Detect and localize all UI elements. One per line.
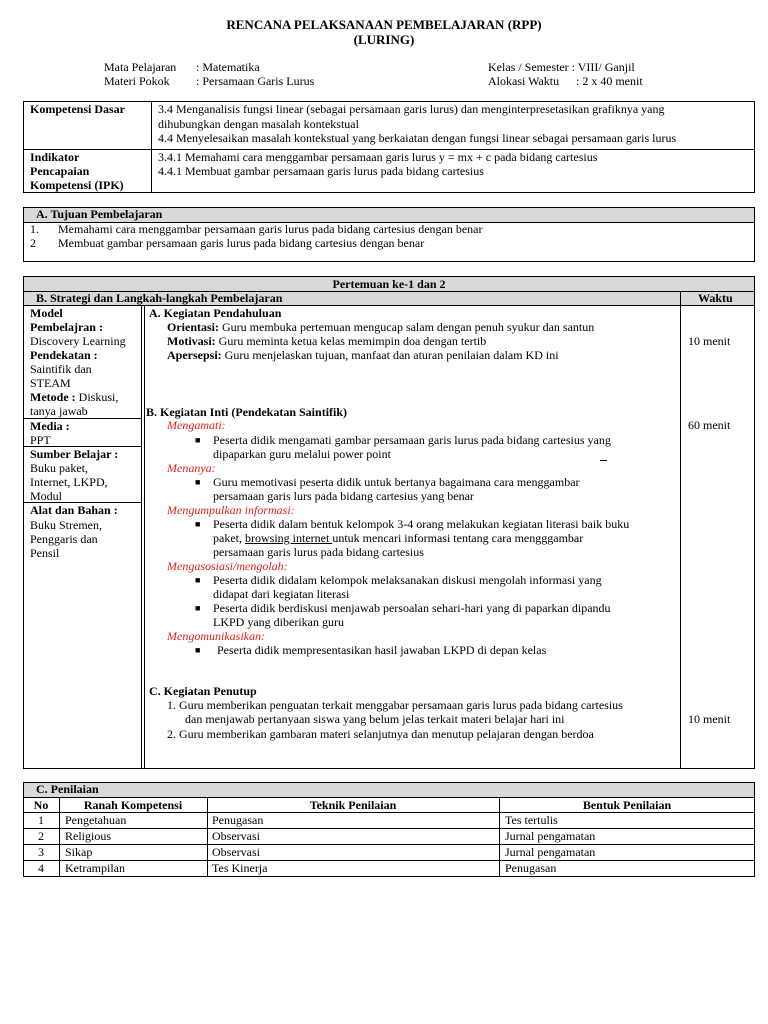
mata-pelajaran-label: Mata Pelajaran <box>104 60 177 74</box>
document-subtitle: (LURING) <box>353 32 415 47</box>
menanya-label: Menanya: <box>167 461 216 475</box>
table-row-3-no: 3 <box>38 845 44 859</box>
waktu-header: Waktu <box>698 291 733 305</box>
kd-line-2: dihubungkan dengan masalah kontekstual <box>158 117 359 131</box>
metode-label: Metode : <box>30 390 76 404</box>
pendekatan-label: Pendekatan : <box>30 348 98 362</box>
table-row-1-no: 1 <box>38 813 44 827</box>
mengamati-text-2: dipaparkan guru melalui power point <box>213 447 391 461</box>
alokasi-waktu-label: Alokasi Waktu <box>488 74 560 88</box>
penutup-text-3: 2. Guru memberikan gambaran materi selanjutnya dan menutup pelajaran dengan berdoa <box>167 727 594 741</box>
mengumpulkan-text-2 <box>213 531 583 545</box>
penutup-text-2: dan menjawab pertanyaan siswa yang belum jelas terkait materi belajar hari ini <box>185 712 565 726</box>
orientasi-label: Orientasi: <box>167 320 219 334</box>
penutup-text-1: 1. Guru memberikan penguatan terkait menggabar persamaan garis lurus pada bidang cartesius <box>167 698 623 712</box>
table-row-1-teknik: Penugasan <box>212 813 264 827</box>
model-label: Model <box>30 306 63 320</box>
pendekatan-value-1: Saintifik dan <box>30 362 92 376</box>
alat-value-2: Penggaris dan <box>30 532 98 546</box>
inti-waktu: 60 menit <box>688 418 731 432</box>
tujuan-num-1: 1. <box>30 222 39 236</box>
table-row-2-no: 2 <box>38 829 44 843</box>
sumber-value-3: Modul <box>30 489 63 503</box>
tujuan-item-2: Membuat gambar persamaan garis lurus pada bidang cartesius dengan benar <box>58 236 425 250</box>
materi-pokok-label: Materi Pokok <box>104 74 170 88</box>
bullet-icon: ■ <box>195 603 201 613</box>
col-ranah: Ranah Kompetensi <box>83 798 183 812</box>
col-bentuk: Bentuk Penilaian <box>582 798 672 812</box>
col-teknik: Teknik Penilaian <box>309 798 397 812</box>
menanya-text-2: persamaan garis lurs pada bidang cartesius yang benar <box>213 489 474 503</box>
mengumpulkan-text-2a: paket, <box>213 531 245 545</box>
table-row-4-ranah: Ketrampilan <box>65 861 125 875</box>
metode <box>30 390 118 405</box>
orientasi-text: Guru membuka pertemuan mengucap salam dengan penuh syukur dan santun <box>219 320 595 334</box>
materi-pokok-value: : Persamaan Garis Lurus <box>196 74 315 88</box>
apersepsi-label: Apersepsi: <box>167 348 222 362</box>
table-row-4-teknik: Tes Kinerja <box>212 861 268 875</box>
mengumpulkan-text-2c: untuk mencari informasi tentang cara mengggambar <box>332 531 584 545</box>
table-row-4-bentuk: Penugasan <box>505 861 557 875</box>
motivasi <box>167 334 486 348</box>
kd-line-1: 3.4 Menganalisis fungsi linear (sebagai persamaan garis lurus) dan menginterpresetasikan grafiknya yang <box>158 102 665 116</box>
table-row-3-ranah: Sikap <box>65 845 93 859</box>
col-no: No <box>33 798 49 812</box>
metode-value-2: tanya jawab <box>30 404 88 418</box>
mengamati-label: Mengamati: <box>167 418 226 432</box>
bullet-icon: ■ <box>195 477 201 487</box>
dash-mark <box>600 460 607 461</box>
table-row-4-no: 4 <box>38 861 44 875</box>
mengasosiasi-text-2: didapat dari kegiatan literasi <box>213 587 350 601</box>
mengasosiasi-label: Mengasosiasi/mengolah: <box>167 559 288 573</box>
table-row-1-ranah: Pengetahuan <box>65 813 127 827</box>
menanya-text-1: Guru memotivasi peserta didik untuk bertanya bagaimana cara menggambar <box>213 475 580 489</box>
mengumpulkan-text-1: Peserta didik dalam bentuk kelompok 3-4 orang melakukan kegiatan literasi baik buku <box>213 517 630 531</box>
tujuan-item-1: Memahami cara menggambar persamaan garis lurus pada bidang cartesius dengan benar <box>58 222 483 236</box>
table-row-3-bentuk: Jurnal pengamatan <box>505 845 596 859</box>
ipk-label-2: Pencapaian <box>30 164 90 178</box>
media-label: Media : <box>30 419 70 433</box>
mengomunikasikan-text-1: Peserta didik mempresentasikan hasil jawaban LKPD di depan kelas <box>217 643 547 657</box>
mengomunikasikan-label: Mengomunikasikan: <box>167 629 265 643</box>
mengumpulkan-text-3: persamaan garis lurus pada bidang cartesius <box>213 545 424 559</box>
ipk-label-1: Indikator <box>30 150 80 164</box>
sumber-value-1: Buku paket, <box>30 461 88 475</box>
ipk-line-1: 3.4.1 Memahami cara menggambar persamaan garis lurus y = mx + c pada bidang cartesius <box>158 150 598 164</box>
tujuan-num-2: 2 <box>30 236 36 250</box>
penutup-waktu: 10 menit <box>688 712 731 726</box>
motivasi-label: Motivasi: <box>167 334 216 348</box>
strategi-heading: B. Strategi dan Langkah-langkah Pembelajaran <box>36 291 283 305</box>
penilaian-heading: C. Penilaian <box>36 782 99 796</box>
alat-value-3: Pensil <box>30 546 60 560</box>
motivasi-text: Guru meminta ketua kelas memimpin doa dengan tertib <box>215 334 487 348</box>
pendahuluan-waktu: 10 menit <box>688 334 731 348</box>
tujuan-heading: A. Tujuan Pembelajaran <box>36 207 163 221</box>
browsing-internet-link: browsing internet <box>245 531 333 545</box>
kd-line-3: 4.4 Menyelesaikan masalah kontekstual yang berkaiatan dengan fungsi linear sebagai persamaan garis lurus <box>158 131 677 145</box>
table-row-2-bentuk: Jurnal pengamatan <box>505 829 596 843</box>
apersepsi-text: Guru menjelaskan tujuan, manfaat dan aturan penilaian dalam KD ini <box>221 348 559 362</box>
mengasosiasi-text-1: Peserta didik didalam kelompok melaksanakan diskusi mengolah informasi yang <box>213 573 602 587</box>
kd-label: Kompetensi Dasar <box>30 102 125 116</box>
mata-pelajaran-value: : Matematika <box>196 60 260 74</box>
bullet-icon: ■ <box>195 645 201 655</box>
alat-label: Alat dan Bahan : <box>30 503 118 517</box>
pertemuan-title: Pertemuan ke-1 dan 2 <box>332 277 446 291</box>
inti-heading: B. Kegiatan Inti (Pendekatan Saintifik) <box>146 405 348 419</box>
kelas-semester: Kelas / Semester : VIII/ Ganjil <box>488 60 635 74</box>
bullet-icon: ■ <box>195 519 201 529</box>
mengasosiasi-text-3: Peserta didik berdiskusi menjawab persoalan sehari-hari yang di paparkan dipandu <box>213 601 611 615</box>
sumber-label: Sumber Belajar : <box>30 447 119 461</box>
table-row-2-teknik: Observasi <box>212 829 260 843</box>
metode-value-1: Diskusi, <box>75 390 119 404</box>
mengamati-text-1: Peserta didik mengamati gambar persamaan garis lurus pada bidang cartesius yang <box>213 433 611 447</box>
alokasi-waktu-value: : 2 x 40 menit <box>576 74 643 88</box>
model-value: Discovery Learning <box>30 334 126 348</box>
pendahuluan-heading: A. Kegiatan Pendahuluan <box>149 306 282 320</box>
orientasi <box>167 320 594 334</box>
apersepsi <box>167 348 559 362</box>
pendekatan-value-2: STEAM <box>30 376 71 390</box>
table-row-1-bentuk: Tes tertulis <box>505 813 558 827</box>
model-label-2: Pembelajran : <box>30 320 103 334</box>
alat-value-1: Buku Stremen, <box>30 518 102 532</box>
mengumpulkan-label: Mengumpulkan informasi: <box>167 503 295 517</box>
table-row-3-teknik: Observasi <box>212 845 260 859</box>
bullet-icon: ■ <box>195 435 201 445</box>
penutup-heading: C. Kegiatan Penutup <box>149 684 257 698</box>
sumber-value-2: Internet, LKPD, <box>30 475 108 489</box>
bullet-icon: ■ <box>195 575 201 585</box>
table-row-2-ranah: Religious <box>65 829 112 843</box>
mengasosiasi-text-4: LKPD yang diberikan guru <box>213 615 344 629</box>
ipk-line-2: 4.4.1 Membuat gambar persamaan garis lurus pada bidang cartesius <box>158 164 484 178</box>
document-title: RENCANA PELAKSANAAN PEMBELAJARAN (RPP) <box>226 17 542 32</box>
media-value: PPT <box>30 433 51 447</box>
ipk-label-3: Kompetensi (IPK) <box>30 178 124 192</box>
